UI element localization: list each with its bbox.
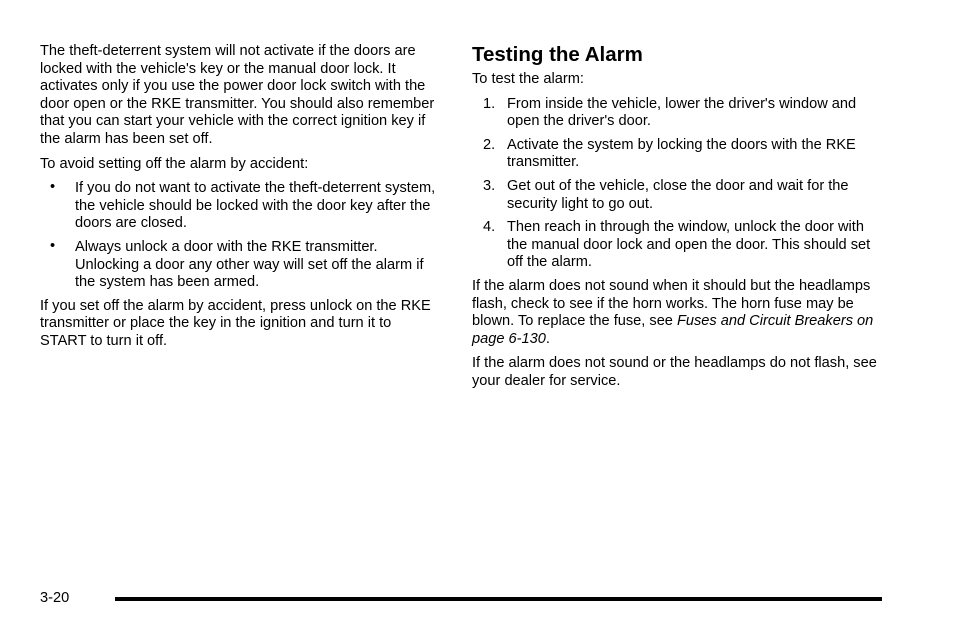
avoid-alarm-intro: To avoid setting off the alarm by accident: xyxy=(40,155,309,172)
avoid-alarm-list xyxy=(40,180,440,292)
left-column xyxy=(40,43,440,358)
step-item xyxy=(472,178,882,213)
bullet-icon: • xyxy=(50,179,56,196)
accidental-alarm-paragraph: If you set off the alarm by accident, press unlock on the RKE transmitter or place the key in the ignition and turn it to START to turn it off. xyxy=(40,297,431,349)
list-item-text: If you do not want to activate the theft-deterrent system, the vehicle should be locked with the door key after the doors are closed. xyxy=(75,180,436,232)
step-number: 1. xyxy=(483,95,496,112)
horn-fuse-text-end: . xyxy=(545,330,550,347)
step-text: Then reach in through the window, unlock the door with the manual door lock and open the door. This should set off the alarm. xyxy=(507,219,871,271)
list-item-text: Always unlock a door with the RKE transmitter. Unlocking a door any other way will set off the alarm if the system has been armed. xyxy=(75,238,424,291)
bullet-icon: • xyxy=(50,237,56,254)
section-heading: Testing the Alarm xyxy=(472,43,643,66)
footer-rule xyxy=(115,597,882,601)
test-steps-list xyxy=(472,96,882,272)
horn-fuse-text: If the alarm does not sound when it should but the headlamps flash, check to see if the horn works. The horn fuse may be blown. To replace the fuse, see xyxy=(472,277,871,330)
step-text: Get out of the vehicle, close the door and wait for the security light to go out. xyxy=(507,177,849,212)
theft-deterrent-paragraph: The theft-deterrent system will not activate if the doors are locked with the vehicle's key or the manual door lock. It activates only if you use the power door lock switch with the door open or the RKE transmitter. You should also remember that you can start your vehicle with the correct ignition key if the alarm has been set off. xyxy=(40,43,435,147)
horn-fuse-paragraph xyxy=(472,278,882,348)
step-number: 3. xyxy=(483,177,496,194)
fuses-cross-reference[interactable]: Fuses and Circuit Breakers on page 6-130 xyxy=(472,313,874,347)
step-text: From inside the vehicle, lower the driver's window and open the driver's door. xyxy=(507,95,857,130)
step-item xyxy=(472,219,882,272)
step-text: Activate the system by locking the doors with the RKE transmitter. xyxy=(507,136,856,171)
right-column xyxy=(472,43,882,398)
step-item xyxy=(472,137,882,172)
list-item xyxy=(40,239,440,292)
test-alarm-intro: To test the alarm: xyxy=(472,71,584,87)
list-item xyxy=(40,180,440,233)
step-number: 2. xyxy=(483,136,496,153)
dealer-service-paragraph: If the alarm does not sound or the headlamps do not flash, see your dealer for service. xyxy=(472,355,877,389)
step-number: 4. xyxy=(483,219,496,236)
step-item xyxy=(472,96,882,131)
page-number: 3-20 xyxy=(40,590,70,606)
